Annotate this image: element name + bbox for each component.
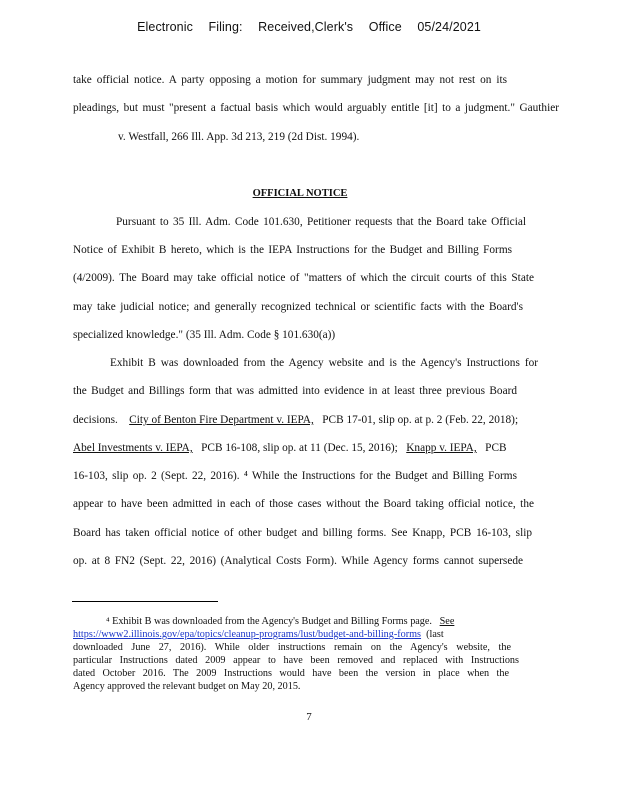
citation-pcb-16-108: PCB 16-108, slip op. at 11 (Dec. 15, 2016); [201,442,398,454]
para2-line-4 [73,441,507,455]
footnote-separator [72,601,218,602]
citation-pcb: PCB [485,442,507,454]
citation-pcb-17-01: PCB 17-01, slip op. at p. 2 (Feb. 22, 2018); [322,414,519,426]
para2-line-8: op. at 8 FN2 (Sept. 22, 2016) (Analytical Costs Form). While Agency forms cannot supersede [73,555,523,567]
para2-line-7: Board has taken official notice of other budget and billing forms. See Knapp, PCB 16-103, slip [73,527,532,539]
header-filing: Filing: [208,20,243,34]
footnote-line-6: Agency approved the relevant budget on May 20, 2015. [73,681,301,692]
footnote-line-2 [73,629,444,641]
footnote-line-5: dated October 2016. The 2009 Instructions would have been the version in place when the [73,668,509,679]
para2-line-5: 16-103, slip op. 2 (Sept. 22, 2016). ⁴ While the Instructions for the Budget and Billing Forms [73,470,517,482]
para1-line-1: Pursuant to 35 Ill. Adm. Code 101.630, Petitioner requests that the Board take Official [116,216,526,228]
para1-line-2: Notice of Exhibit B hereto, which is the IEPA Instructions for the Budget and Billing Forms [73,244,512,256]
para1-line-5: specialized knowledge." (35 Ill. Adm. Code § 101.630(a)) [73,329,336,341]
case-citation-abel-investments: Abel Investments v. IEPA, [73,442,193,454]
header-electronic: Electronic [137,20,193,34]
filing-header [0,20,618,34]
intro-line-3: v. Westfall, 266 Ill. App. 3d 213, 219 (2d Dist. 1994). [118,131,360,143]
case-citation-city-of-benton: City of Benton Fire Department v. IEPA, [129,414,314,426]
footnote-line-3: downloaded June 27, 2016). While older instructions remain on the Agency's website, the [73,642,511,653]
footnote-line-4: particular Instructions dated 2009 appear to have been removed and replaced with Instructions [73,655,519,666]
para2-line-3 [73,413,518,427]
header-date: 05/24/2021 [417,20,481,34]
case-citation-knapp: Knapp v. IEPA, [406,442,477,454]
para2-line-6: appear to have been admitted in each of those cases without the Board taking official notice, the [73,498,534,510]
page-number: 7 [306,711,312,723]
para2-line-2: the Budget and Billings form that was admitted into evidence in at least three previous Board [73,385,517,397]
budget-billing-forms-link[interactable]: https://www2.illinois.gov/epa/topics/cleanup-programs/lust/budget-and-billing-forms [73,629,422,640]
header-office: Office [368,20,402,34]
para1-line-3: (4/2009). The Board may take official notice of "matters of which the circuit courts of this State [73,272,534,284]
header-received: Received,Clerk's [258,20,354,34]
para2-line-1: Exhibit B was downloaded from the Agency website and is the Agency's Instructions for [110,357,538,369]
footnote-line-1 [106,616,454,628]
footnote-see: See [439,616,455,627]
para1-line-4: may take judicial notice; and generally recognized technical or scientific facts with the Board's [73,301,523,313]
text-decisions: decisions. [73,414,118,426]
intro-line-1: take official notice. A party opposing a motion for summary judgment may not rest on its [73,74,507,86]
footnote-text-1: ⁴ Exhibit B was downloaded from the Agency's Budget and Billing Forms page. [106,616,432,627]
section-title-official-notice: OFFICIAL NOTICE [252,188,348,199]
footnote-last: (last [426,629,444,640]
intro-line-2: pleadings, but must "present a factual basis which would arguably entitle [it] to a judgment." Gauthier [73,102,559,114]
